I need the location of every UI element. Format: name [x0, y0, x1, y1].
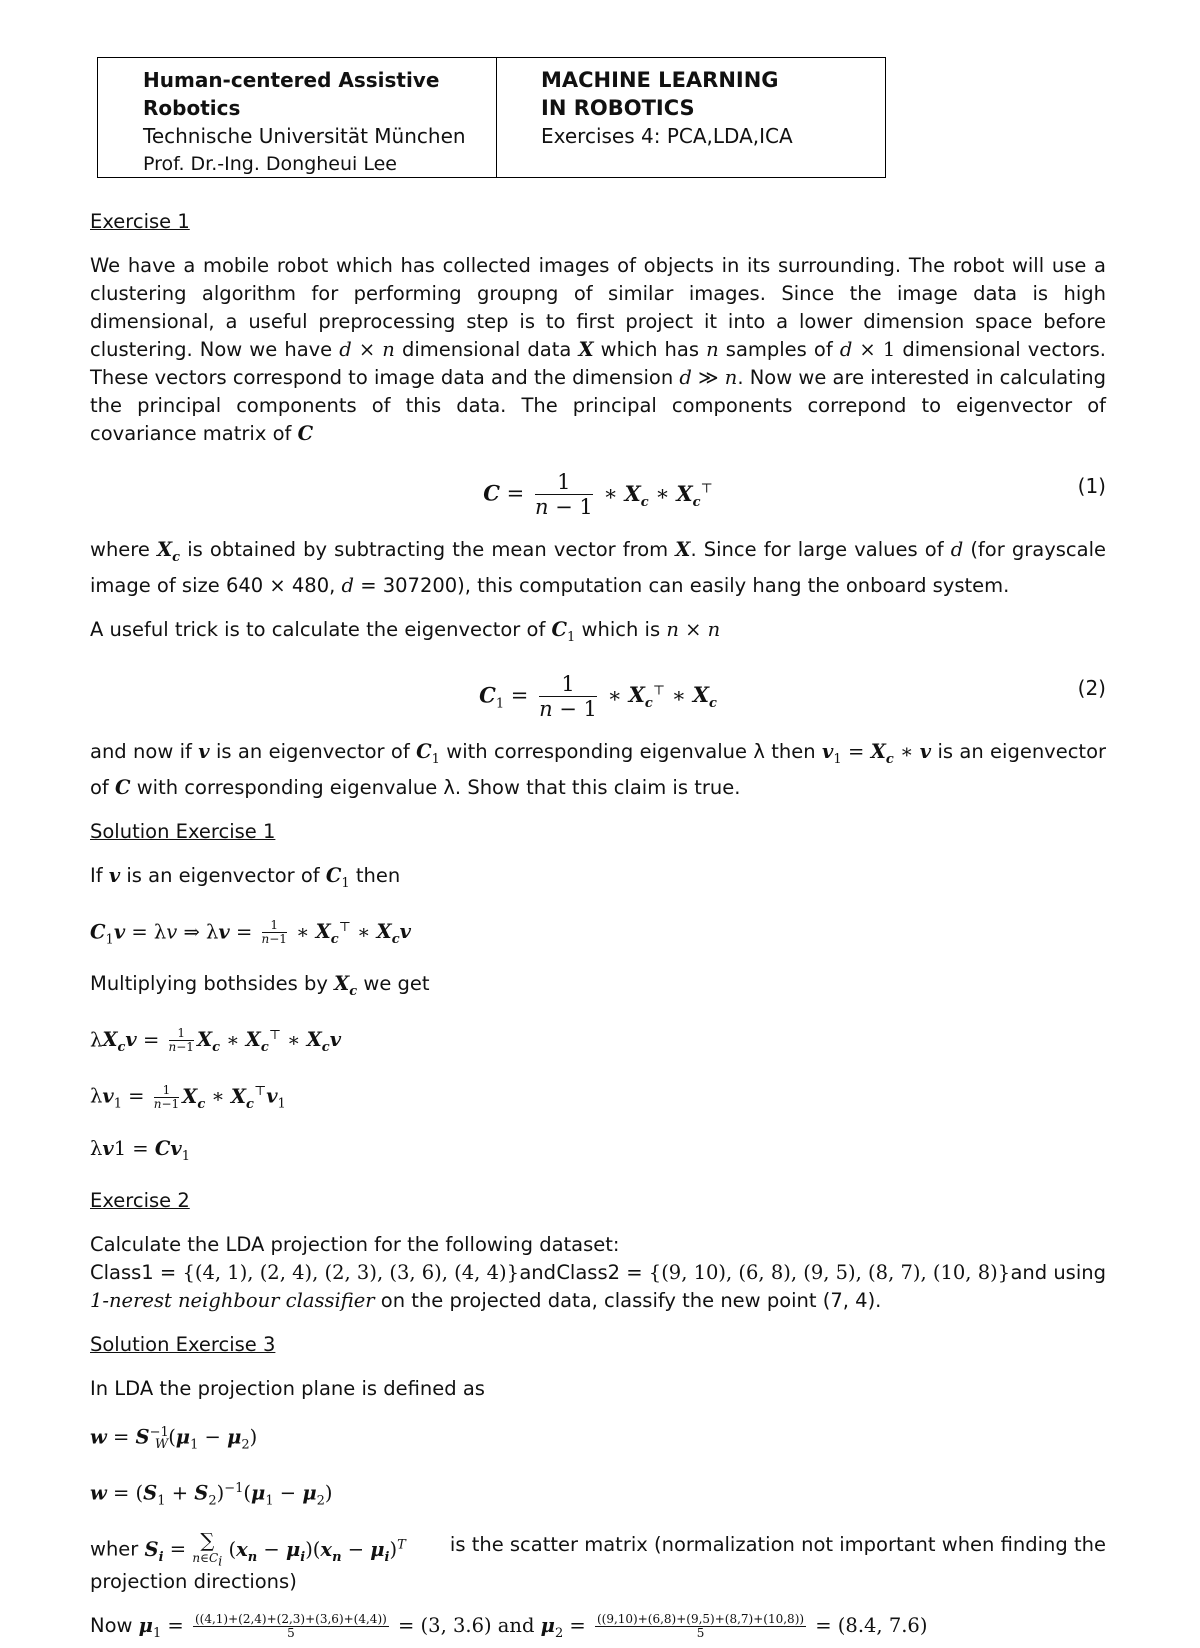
solution3-means: Now $\mu_1$ = $\frac{((4,1)+(2,4)+(2,3)+(3,6)+(4,4))}{5}$ = (3, 3.6) and $\mu_2$ = $\frac{((9,10)+(6,8)+(9,5)+(8,7)+(10,8))}{5}$ = (8.4, 7.6): [90, 1611, 928, 1641]
solution1-eq2: $\lambda X_cv$ = $\frac{1}{n-1}$ $X_c$ ∗ $X_c^⊤$ ∗ $X_cv$: [90, 1026, 342, 1056]
equation-2-number: (2): [1077, 675, 1106, 700]
group-name-line1: Human-centered Assistive: [143, 68, 440, 92]
header-right: [497, 58, 885, 177]
equation-1: C = $\frac{1}{n - 1}$ ∗ $X_c$ ∗ $X_c^⊤$ (1): [483, 470, 1106, 519]
exercise1-heading: Exercise 1: [90, 210, 190, 233]
solution3-heading: Solution Exercise 3: [90, 1332, 276, 1356]
solution3-eq2: $w = (S_1 + S_2)^{-1}(\mu_1 - \mu_2)$: [90, 1480, 333, 1509]
university-name: Technische Universität München: [143, 124, 466, 148]
exercise1-paragraph1: We have a mobile robot which has collected images of objects in its surrounding. The robot will use a clustering algorithm for performing groupng of similar images. Since the image data is high dimensional, a useful preprocessing step is to first project it into a lower dimension space before clustering. Now we have d × n dimensional data X which has n samples of d × 1 dimensional vectors. These vectors correspond to image data and the dimension d ≫ n. Now we are interested in calculating the principal components of this data. The principal components correpond to eigenvector of covariance matrix of C: [90, 254, 1107, 445]
exercise2-line2: Class1 = {(4, 1), (2, 4), (2, 3), (3, 6), (4, 4)} and Class2 = {(9, 10), (6, 8), (9, 5), (8, 7), (10, 8)} and using: [90, 1260, 1106, 1284]
exercise1-paragraph4: and now if v is an eigenvector of $C_1$ with corresponding eigenvalue λ then $v_1 = X_c$ ∗ v is an eigenvector of C with corresponding eigenvalue λ. Show that this claim is true.: [90, 739, 1107, 799]
equation-1-number: (1): [1077, 474, 1106, 498]
solution1-line3: Multiplying bothsides by $X_c$ we get: [90, 971, 430, 999]
solution3-line1: In LDA the projection plane is defined as: [90, 1376, 485, 1400]
exercise2-heading: Exercise 2: [90, 1188, 190, 1212]
header-box: [97, 57, 886, 178]
solution1-eq3: $\lambda v_1$ = $\frac{1}{n-1}$ $X_c$ ∗ $X_c^⊤v_1$: [90, 1082, 286, 1112]
header-left: [98, 58, 497, 177]
exercise1-paragraph3: A useful trick is to calculate the eigenvector of $C_1$ which is n × n: [90, 617, 721, 645]
course-title-line1: MACHINE LEARNING: [541, 68, 779, 92]
exercise2-line1: Calculate the LDA projection for the following dataset:: [90, 1232, 620, 1256]
equation-2: $C_1$ = $\frac{1}{n - 1}$ ∗ $X_c^⊤$ ∗ $X_c$ (2): [479, 671, 1106, 721]
exercise1-paragraph2: where $X_c$ is obtained by subtracting the mean vector from X. Since for large values of d (for grayscale image of size 640 × 480, d = 307200), this computation can easily hang the onboard system.: [90, 538, 1106, 597]
course-title-line2: IN ROBOTICS: [541, 96, 695, 120]
professor-name: Prof. Dr.-Ing. Dongheui Lee: [143, 153, 397, 175]
solution1-eq1: $C_1v = \lambda v$ ⇒ λv = $\frac{1}{n-1}$ ∗ $X_c^⊤$ ∗ $X_cv$: [90, 918, 411, 947]
solution1-heading: Solution Exercise 1: [90, 819, 276, 843]
solution1-line1: If v is an eigenvector of $C_1$ then: [90, 863, 401, 891]
exercise2-line3: 1-nerest neighbour classifier on the projected data, classify the new point (7, 4).: [90, 1288, 882, 1312]
group-name-line2: Robotics: [143, 96, 241, 120]
solution3-scatter-line2: projection directions): [90, 1569, 297, 1593]
solution3-scatter-line: wher $S_i$ = ∑ $n\in C_i$ $(x_n - \mu_i)(x_n - \mu_i)^T$ is the scatter matrix (normalization not important when finding the: [90, 1529, 1106, 1570]
solution1-eq4: $\lambda v1 = Cv_1$: [90, 1136, 190, 1164]
solution3-eq1: $w = S^{-1}_W(\mu_1 - \mu_2)$: [90, 1424, 258, 1452]
main-content: [90, 208, 1106, 1648]
exercise-sheet-title: Exercises 4: PCA,LDA,ICA: [541, 124, 793, 148]
